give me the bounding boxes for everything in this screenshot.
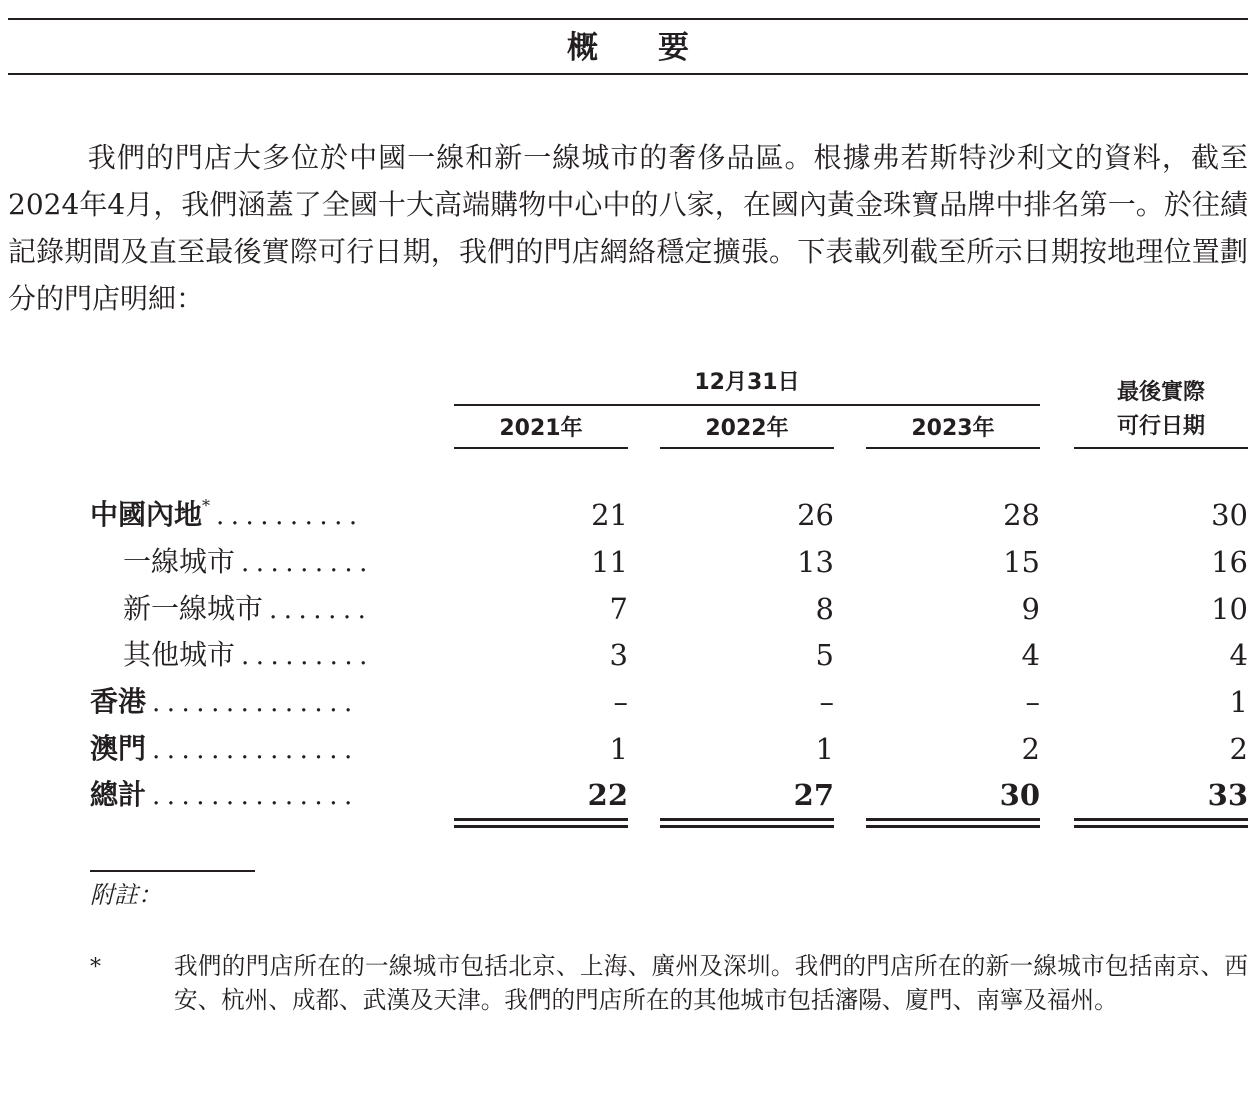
column-header-2021: 2021年 <box>499 416 583 441</box>
leader-dots: ......... <box>241 548 374 578</box>
leader-dots: .............. <box>152 688 359 718</box>
cell-tier1-2022: 13 <box>797 545 834 579</box>
cell-total-2022: 27 <box>793 778 834 812</box>
cell-other-latest: 4 <box>1229 638 1248 672</box>
row-label-text: 新一線城市 <box>123 592 264 625</box>
cell-new-tier1-2023: 9 <box>1021 592 1040 626</box>
cell-mainland-2021: 21 <box>591 498 628 532</box>
column-group-header: 12月31日 <box>694 370 800 395</box>
row-label-text: 總計 <box>90 778 147 811</box>
row-label-macau <box>90 726 410 772</box>
cell-macau-2021: 1 <box>609 732 628 766</box>
row-label-tier1 <box>90 539 410 585</box>
leader-dots: ....... <box>269 595 373 625</box>
footnote-heading: 附註： <box>90 881 162 909</box>
cell-other-2021: 3 <box>609 638 628 672</box>
cell-tier1-2021: 11 <box>591 545 628 579</box>
row-label-total <box>90 772 410 818</box>
column-rule-latest <box>1074 447 1248 449</box>
footnote-marker: * <box>202 496 211 515</box>
cell-new-tier1-2021: 7 <box>609 592 628 626</box>
row-label-new-tier1 <box>90 586 410 632</box>
column-header-2022: 2022年 <box>705 416 789 441</box>
cell-other-2022: 5 <box>815 638 834 672</box>
cell-new-tier1-2022: 8 <box>815 592 834 626</box>
footnote-rule <box>90 870 255 872</box>
row-label-text: 中國內地 <box>90 498 203 531</box>
cell-new-tier1-latest: 10 <box>1211 592 1248 626</box>
column-header-2023: 2023年 <box>911 416 995 441</box>
leader-dots: .......... <box>216 501 364 531</box>
row-label-text: 其他城市 <box>123 638 236 671</box>
column-rule-2021 <box>454 447 628 449</box>
intro-paragraph: 我們的門店大多位於中國一線和新一線城市的奢侈品區。根據弗若斯特沙利文的資料，截至2024年4月，我們涵蓋了全國十大高端購物中心中的八家，在國內黃金珠寶品牌中排名第一。於往績記錄期間及直至最後實際可行日期，我們的門店網絡穩定擴張。下表載列截至所示日期按地理位置劃分的門店明細： <box>8 141 1248 315</box>
leader-dots: ......... <box>241 641 374 671</box>
page-title: 概要 <box>567 30 749 66</box>
cell-other-2023: 4 <box>1021 638 1040 672</box>
cell-macau-2023: 2 <box>1021 732 1040 766</box>
column-group-rule <box>454 404 1040 406</box>
row-label-text: 一線城市 <box>123 545 236 578</box>
column-header-latest-line2: 可行日期 <box>1116 414 1205 439</box>
row-label-other-cities <box>90 632 410 678</box>
leader-dots: .............. <box>152 781 359 811</box>
cell-mainland-latest: 30 <box>1211 498 1248 532</box>
column-rule-2023 <box>866 447 1040 449</box>
footnote-marker: * <box>90 955 101 980</box>
row-label-mainland <box>90 492 410 538</box>
cell-tier1-2023: 15 <box>1003 545 1040 579</box>
cell-hk-2023: – <box>1025 685 1040 719</box>
row-label-hong-kong <box>90 679 410 725</box>
cell-hk-2022: – <box>819 685 834 719</box>
total-double-rule-2022 <box>660 818 834 828</box>
cell-macau-latest: 2 <box>1229 732 1248 766</box>
total-double-rule-2023 <box>866 818 1040 828</box>
row-label-text: 香港 <box>90 685 147 718</box>
header-bottom-rule <box>8 73 1248 75</box>
header-top-rule <box>8 18 1248 20</box>
footnote-text: 我們的門店所在的一線城市包括北京、上海、廣州及深圳。我們的門店所在的新一線城市包括南京、西安、杭州、成都、武漢及天津。我們的門店所在的其他城市包括瀋陽、廈門、南寧及福州。 <box>174 952 1248 1014</box>
cell-total-2021: 22 <box>587 778 628 812</box>
cell-hk-2021: – <box>613 685 628 719</box>
column-rule-2022 <box>660 447 834 449</box>
cell-mainland-2023: 28 <box>1003 498 1040 532</box>
leader-dots: .............. <box>152 735 359 765</box>
total-double-rule-2021 <box>454 818 628 828</box>
cell-mainland-2022: 26 <box>797 498 834 532</box>
cell-tier1-latest: 16 <box>1211 545 1248 579</box>
row-label-text: 澳門 <box>90 732 147 765</box>
cell-hk-latest: 1 <box>1229 685 1248 719</box>
column-header-latest-line1: 最後實際 <box>1116 380 1205 405</box>
cell-total-2023: 30 <box>999 778 1040 812</box>
total-double-rule-latest <box>1074 818 1248 828</box>
cell-macau-2022: 1 <box>815 732 834 766</box>
cell-total-latest: 33 <box>1207 778 1248 812</box>
